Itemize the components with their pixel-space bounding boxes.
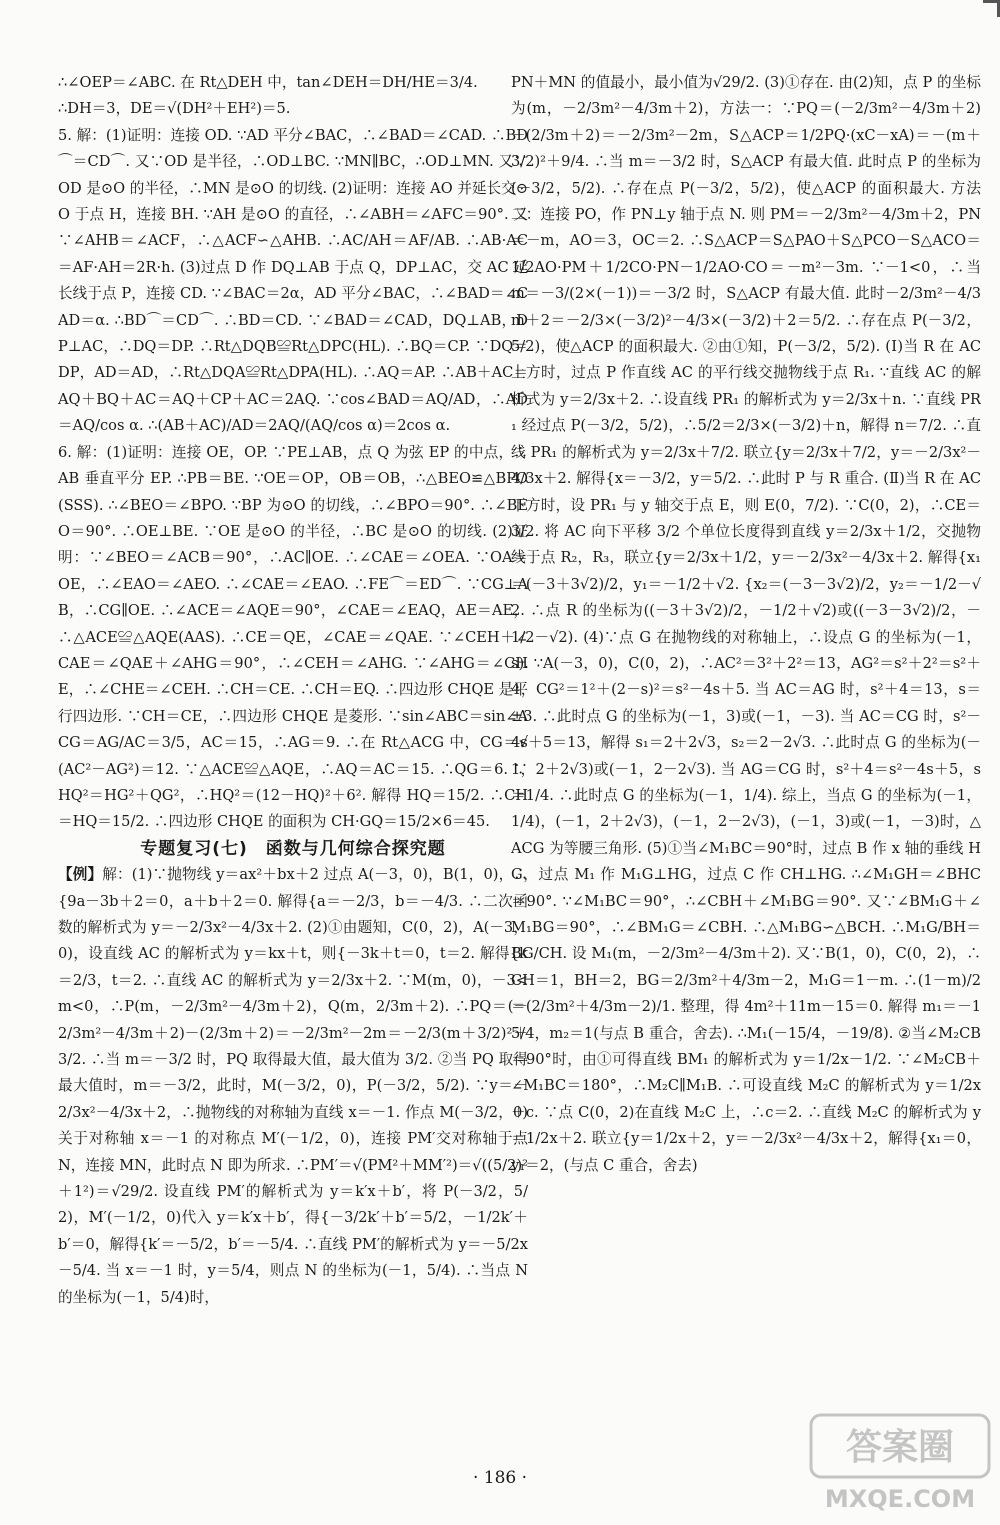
left-paragraph: ∴DH＝3，DE＝√(DH²＋EH²)＝5. xyxy=(58,100,291,118)
example-paragraph xyxy=(58,862,528,1311)
corner-mark xyxy=(983,0,1000,17)
left-paragraph: 5. 解：(1)证明：连接 OD. ∵AD 平分∠BAC，∴∠BAD＝∠CAD. ∴BD⌒＝CD⌒. 又∵OD 是半径，∴OD⊥BC. ∵MN∥BC，∴OD⊥MN. 又∵OD 是⊙O 的半径，∴MN 是⊙O 的切线. (2)证明：连接 AO 并延长交⊙O 于点 H，连接 BH. ∵AH 是⊙O 的直径，∴∠ABH＝∠AFC＝90°. 又∵∠AHB＝∠ACF，∴△ACF∽△AHB. ∴AC/AH＝AF/AB. ∴AB·AC＝AF·AH＝2R·h. (3)过点 D 作 DQ⊥AB 于点 Q，DP⊥AC，交 AC 延长线于点 P，连接 CD. ∵∠BAC＝2α，AD 平分∠BAC，∴∠BAD＝∠CAD＝α. ∴BD⌒＝CD⌒. ∴BD＝CD. ∵∠BAD＝∠CAD，DQ⊥AB，DP⊥AC，∴DQ＝DP. ∴Rt△DQB≌Rt△DPC(HL). ∴BQ＝CP. ∵DQ＝DP，AD＝AD，∴Rt△DQA≌Rt△DPA(HL). ∴AQ＝AP. ∴AB＋AC＝AQ＋BQ＋AC＝AQ＋CP＋AC＝2AQ. ∵cos∠BAD＝AQ/AD，∴AD＝AQ/cos α. ∴(AB＋AC)/AD＝2AQ/(AQ/cos α)＝2cos α. xyxy=(58,126,528,435)
left-column xyxy=(58,70,528,1470)
watermark-bottom: MXQE.COM xyxy=(824,1485,976,1513)
page-number: · 186 · xyxy=(472,1468,528,1488)
example-text: 解：(1)∵抛物线 y＝ax²＋bx＋2 过点 A(－3，0)，B(1，0)，∴{9a－3b＋2＝0，a＋b＋2＝0. 解得{a＝－2/3，b＝－4/3. ∴二次函数的解析式为 y＝－2/3x²－4/3x＋2. (2)①由题知，C(0，2)，A(－3，0)，设直线 AC 的解析式为 y＝kx＋t，则{－3k＋t＝0，t＝2. 解得{k＝2/3，t＝2. ∴直线 AC 的解析式为 y＝2/3x＋2. ∵M(m，0)，－3<m<0，∴P(m，－2/3m²－4/3m＋2)，Q(m，2/3m＋2). ∴PQ＝(－2/3m²－4/3m＋2)－(2/3m＋2)＝－2/3m²－2m＝－2/3(m＋3/2)²＋3/2. ∴当 m＝－3/2 时，PQ 取得最大值，最大值为 3/2. ②当 PQ 取得最大值时，m＝－3/2，此时，M(－3/2，0)，P(－3/2，5/2). ∵y＝－2/3x²－4/3x＋2，∴抛物线的对称轴为直线 x＝－1. 作点 M(－3/2，0)关于对称轴 x＝－1 的对称点 M′(－1/2，0)，连接 PM′交对称轴于点 N，连接 MN，此时点 N 即为所求. ∴PM′＝√(PM²＋MM′²)＝√((5/2)²＋1²)＝√29/2. 设直线 PM′的解析式为 y＝k′x＋b′，将 P(－3/2，5/2)，M′(－1/2，0)代入 y＝k′x＋b′，得{－3/2k′＋b′＝5/2，－1/2k′＋b′＝0，解得{k′＝－5/2，b′＝－5/4. ∴直线 PM′的解析式为 y＝－5/2x－5/4. 当 x＝－1 时，y＝5/4，则点 N 的坐标为(－1，5/4). ∴当点 N 的坐标为(－1，5/4)时， xyxy=(58,866,528,1306)
section-heading: 专题复习(七) 函数与几何综合探究题 xyxy=(140,838,446,859)
left-paragraph: 6. 解：(1)证明：连接 OE，OP. ∵PE⊥AB，点 Q 为弦 EP 的中点，∴AB 垂直平分 EP. ∴PB＝BE. ∵OE＝OP，OB＝OB，∴△BEO≌△BPO(SSS). ∴∠BEO＝∠BPO. ∵BP 为⊙O 的切线，∴∠BPO＝90°. ∴∠BEO＝90°. ∴OE⊥BE. ∵OE 是⊙O 的半径，∴BC 是⊙O 的切线. (2)证明：∵∠BEO＝∠ACB＝90°，∴AC∥OE. ∴∠CAE＝∠OEA. ∵OA＝OE，∴∠EAO＝∠AEO. ∴∠CAE＝∠EAO. ∴FE⌒＝ED⌒. ∵CG⊥AB，∴CG∥OE. ∴∠ACE＝∠AQE＝90°，∠CAE＝∠EAQ，AE＝AE，∴△ACE≌△AQE(AAS). ∴CE＝QE，∠CAE＝∠QAE. ∵∠CEH＋∠CAE＝∠QAE＋∠AHG＝90°，∴∠CEH＝∠AHG. ∵∠AHG＝∠CHE，∴∠CHE＝∠CEH. ∴CH＝CE. ∴CH＝EQ. ∴四边形 CHQE 是平行四边形. ∵CH＝CE，∴四边形 CHQE 是菱形. ∵sin∠ABC＝sin∠ACG＝AG/AC＝3/5，AC＝15，∴AG＝9. ∴在 Rt△ACG 中，CG＝√(AC²－AG²)＝12. ∵△ACE≌△AQE，∴AQ＝AC＝15. ∴QG＝6. ∵HQ²＝HG²＋QG²，∴HQ²＝(12－HQ)²＋6². 解得 HQ＝15/2. ∴CH＝HQ＝15/2. ∴四边形 CHQE 的面积为 CH·GQ＝15/2×6＝45. xyxy=(58,443,528,831)
watermark-logo xyxy=(805,1407,995,1517)
right-column xyxy=(511,70,981,1470)
watermark-top: 答案圈 xyxy=(845,1427,955,1468)
right-paragraph: PN＋MN 的值最小，最小值为√29/2. (3)①存在. 由(2)知，点 P 的坐标为(m，－2/3m²－4/3m＋2)，方法一：∵PQ＝(－2/3m²－4/3m＋2)－(2/3m＋2)＝－2/3m²－2m，S△ACP＝1/2PQ·(xC－xA)＝－(m＋3/2)²＋9/4. ∴当 m＝－3/2 时，S△ACP 有最大值. 此时点 P 的坐标为(－3/2，5/2). ∴存在点 P(－3/2，5/2)，使△ACP 的面积最大. 方法二：连接 PO，作 PN⊥y 轴于点 N. 则 PM＝－2/3m²－4/3m＋2，PN＝－m，AO＝3，OC＝2. ∴S△ACP＝S△PAO＋S△PCO－S△ACO＝1/2AO·PM＋1/2CO·PN－1/2AO·CO＝－m²－3m. ∵－1<0，∴当 m＝－3/(2×(－1))＝－3/2 时，S△ACP 有最大值. 此时－2/3m²－4/3m＋2＝－2/3×(－3/2)²－4/3×(－3/2)＋2＝5/2. ∴存在点 P(－3/2，5/2)，使△ACP 的面积最大. ②由①知，P(－3/2，5/2). (Ⅰ)当 R 在 AC 上方时，过点 P 作直线 AC 的平行线交抛物线于点 R₁. ∵直线 AC 的解析式为 y＝2/3x＋2. ∴设直线 PR₁ 的解析式为 y＝2/3x＋n. ∵直线 PR₁ 经过点 P(－3/2，5/2)，∴5/2＝2/3×(－3/2)＋n，解得 n＝7/2. ∴直线 PR₁ 的解析式为 y＝2/3x＋7/2. 联立{y＝2/3x＋7/2，y＝－2/3x²－4/3x＋2. 解得{x＝－3/2，y＝5/2. ∴此时 P 与 R 重合. (Ⅱ)当 R 在 AC 下方时，设 PR₁ 与 y 轴交于点 E，则 E(0，7/2). ∵C(0，2)，∴CE＝3/2. 将 AC 向下平移 3/2 个单位长度得到直线 y＝2/3x＋1/2，交抛物线于点 R₂，R₃，联立{y＝2/3x＋1/2，y＝－2/3x²－4/3x＋2. 解得{x₁＝(－3＋3√2)/2，y₁＝－1/2＋√2. {x₂＝(－3－3√2)/2，y₂＝－1/2－√2. ∴点 R 的坐标为((－3＋3√2)/2，－1/2＋√2)或((－3－3√2)/2，－1/2－√2). (4)∵点 G 在抛物线的对称轴上，∴设点 G 的坐标为(－1，s). ∵A(－3，0)，C(0，2)，∴AC²＝3²＋2²＝13，AG²＝s²＋2²＝s²＋4，CG²＝1²＋(2－s)²＝s²－4s＋5. 当 AC＝AG 时，s²＋4＝13，s＝±3. ∴此时点 G 的坐标为(－1，3)或(－1，－3). 当 AC＝CG 时，s²－4s＋5＝13，解得 s₁＝2＋2√3，s₂＝2－2√3. ∴此时点 G 的坐标为(－1，2＋2√3)或(－1，2－2√3). 当 AG＝CG 时，s²＋4＝s²－4s＋5，s＝1/4. ∴此时点 G 的坐标为(－1，1/4). 综上，当点 G 的坐标为(－1，1/4)，(－1，2＋2√3)，(－1，2－2√3)，(－1，3)或(－1，－3)时，△ACG 为等腰三角形. (5)①当∠M₁BC＝90°时，过点 B 作 x 轴的垂线 HG，过点 M₁ 作 M₁G⊥HG，过点 C 作 CH⊥HG. ∴∠M₁GH＝∠BHC＝90°. ∵∠M₁BC＝90°，∴∠CBH＋∠M₁BG＝90°. 又∵∠BM₁G＋∠M₁BG＝90°，∴∠BM₁G＝∠CBH. ∴△M₁BG∽△BCH. ∴M₁G/BH＝BG/CH. 设 M₁(m，－2/3m²－4/3m＋2). 又∵B(1，0)，C(0，2)，∴CH＝1，BH＝2，BG＝2/3m²＋4/3m－2，M₁G＝1－m. ∴(1－m)/2＝(2/3m²＋4/3m－2)/1. 整理，得 4m²＋11m－15＝0. 解得 m₁＝－15/4，m₂＝1(与点 B 重合，舍去). ∴M₁(－15/4，－19/8). ②当∠M₂CB＝90°时，由①可得直线 BM₁ 的解析式为 y＝1/2x－1/2. ∵∠M₂CB＋∠M₁BC＝180°，∴M₂C∥M₁B. ∴可设直线 M₂C 的解析式为 y＝1/2x＋c. ∵点 C(0，2)在直线 M₂C 上，∴c＝2. ∴直线 M₂C 的解析式为 y＝1/2x＋2. 联立{y＝1/2x＋2，y＝－2/3x²－4/3x＋2，解得{x₁＝0，y₁＝2，(与点 C 重合，舍去) xyxy=(511,74,981,1174)
left-paragraph: ∴∠OEP＝∠ABC. 在 Rt△DEH 中，tan∠DEH＝DH/HE＝3/4. xyxy=(58,74,478,91)
example-tag: 【例】 xyxy=(58,866,103,884)
